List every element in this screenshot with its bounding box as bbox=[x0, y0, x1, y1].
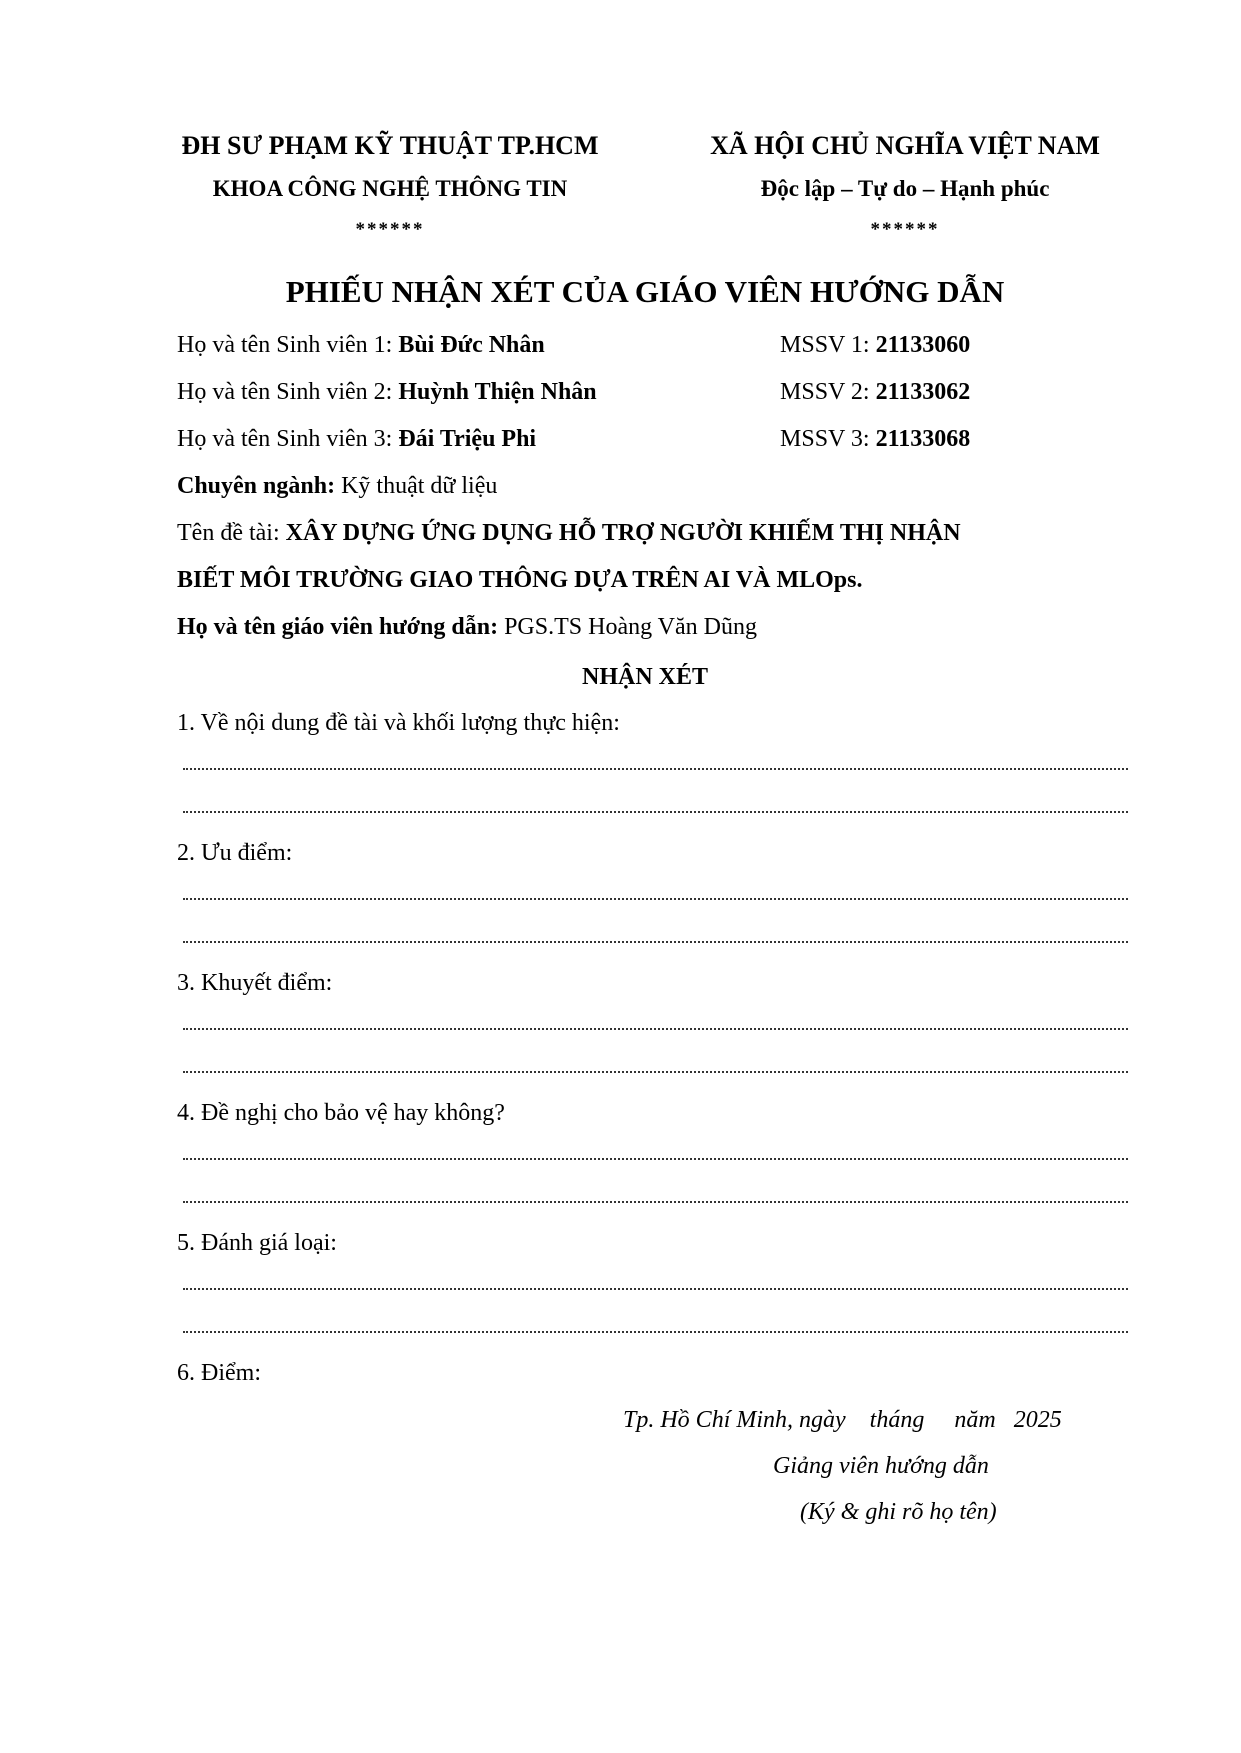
institution-block bbox=[150, 132, 630, 240]
signature-day: ngày bbox=[799, 1407, 846, 1433]
student-3-label: Họ và tên Sinh viên 3: bbox=[177, 426, 399, 452]
question-4: 4. Đề nghị cho bảo vệ hay không? bbox=[177, 1100, 505, 1126]
student-3-mssv-row bbox=[780, 424, 970, 454]
left-separator: ****** bbox=[355, 219, 425, 240]
major-label: Chuyên ngành: bbox=[177, 473, 336, 499]
student-2-mssv-row bbox=[780, 377, 970, 407]
student-3-row bbox=[177, 424, 536, 454]
student-2-label: Họ và tên Sinh viên 2: bbox=[177, 379, 399, 405]
country-name: XÃ HỘI CHỦ NGHĨA VIỆT NAM bbox=[710, 131, 1100, 160]
answer-line[interactable] bbox=[183, 1201, 1128, 1203]
topic-title-line-1: XÂY DỰNG ỨNG DỤNG HỖ TRỢ NGƯỜI KHIẾM THỊ NHẬN bbox=[285, 520, 961, 546]
student-1-row bbox=[177, 330, 545, 360]
question-1: 1. Về nội dung đề tài và khối lượng thực hiện: bbox=[177, 710, 620, 736]
major-value: Kỹ thuật dữ liệu bbox=[335, 473, 498, 499]
student-1-name: Bùi Đức Nhân bbox=[398, 332, 545, 358]
national-motto: Độc lập – Tự do – Hạnh phúc bbox=[760, 176, 1050, 201]
advisor-label: Họ và tên giáo viên hướng dẫn: bbox=[177, 614, 499, 640]
university-name: ĐH SƯ PHẠM KỸ THUẬT TP.HCM bbox=[181, 131, 599, 160]
signature-year: 2025 bbox=[1013, 1407, 1062, 1433]
student-2-mssv-label: MSSV 2: bbox=[780, 379, 876, 405]
answer-line[interactable] bbox=[183, 811, 1128, 813]
answer-line[interactable] bbox=[183, 768, 1128, 770]
document-header bbox=[150, 132, 1140, 252]
topic-title-line-2: BIẾT MÔI TRƯỜNG GIAO THÔNG DỰA TRÊN AI VÀ MLOps. bbox=[177, 567, 863, 593]
answer-line[interactable] bbox=[183, 941, 1128, 943]
topic-row bbox=[177, 518, 961, 548]
student-3-name: Đái Triệu Phi bbox=[398, 426, 537, 452]
answer-line[interactable] bbox=[183, 1331, 1128, 1333]
student-2-name: Huỳnh Thiện Nhân bbox=[398, 379, 597, 405]
question-6: 6. Điểm: bbox=[177, 1360, 261, 1386]
student-3-mssv: 21133068 bbox=[875, 426, 971, 452]
major-row bbox=[177, 471, 497, 501]
student-3-mssv-label: MSSV 3: bbox=[780, 426, 876, 452]
answer-line[interactable] bbox=[183, 898, 1128, 900]
advisor-value: PGS.TS Hoàng Văn Dũng bbox=[498, 614, 757, 640]
student-2-mssv: 21133062 bbox=[875, 379, 971, 405]
national-motto-block bbox=[670, 132, 1140, 240]
advisor-row bbox=[177, 612, 757, 642]
student-1-mssv: 21133060 bbox=[875, 332, 971, 358]
answer-line[interactable] bbox=[183, 1288, 1128, 1290]
topic-label: Tên đề tài: bbox=[177, 520, 286, 546]
signature-role: Giảng viên hướng dẫn bbox=[773, 1453, 989, 1479]
student-2-row bbox=[177, 377, 597, 407]
answer-line[interactable] bbox=[183, 1158, 1128, 1160]
document-title: PHIẾU NHẬN XÉT CỦA GIÁO VIÊN HƯỚNG DẪN bbox=[285, 274, 1005, 309]
student-1-mssv-row bbox=[780, 330, 970, 360]
question-3: 3. Khuyết điểm: bbox=[177, 970, 333, 996]
right-separator: ****** bbox=[870, 219, 940, 240]
review-heading: NHẬN XÉT bbox=[581, 664, 708, 690]
answer-line[interactable] bbox=[183, 1071, 1128, 1073]
signature-month: tháng bbox=[869, 1407, 925, 1433]
student-1-label: Họ và tên Sinh viên 1: bbox=[177, 332, 399, 358]
question-2: 2. Ưu điểm: bbox=[177, 840, 293, 866]
signature-note: (Ký & ghi rõ họ tên) bbox=[800, 1499, 997, 1525]
faculty-name: KHOA CÔNG NGHỆ THÔNG TIN bbox=[212, 176, 568, 201]
signature-place: Tp. Hồ Chí Minh, bbox=[623, 1407, 794, 1433]
signature-year-word: năm bbox=[954, 1407, 996, 1433]
signature-date-line bbox=[623, 1405, 1062, 1435]
answer-line[interactable] bbox=[183, 1028, 1128, 1030]
student-1-mssv-label: MSSV 1: bbox=[780, 332, 876, 358]
question-5: 5. Đánh giá loại: bbox=[177, 1230, 337, 1256]
